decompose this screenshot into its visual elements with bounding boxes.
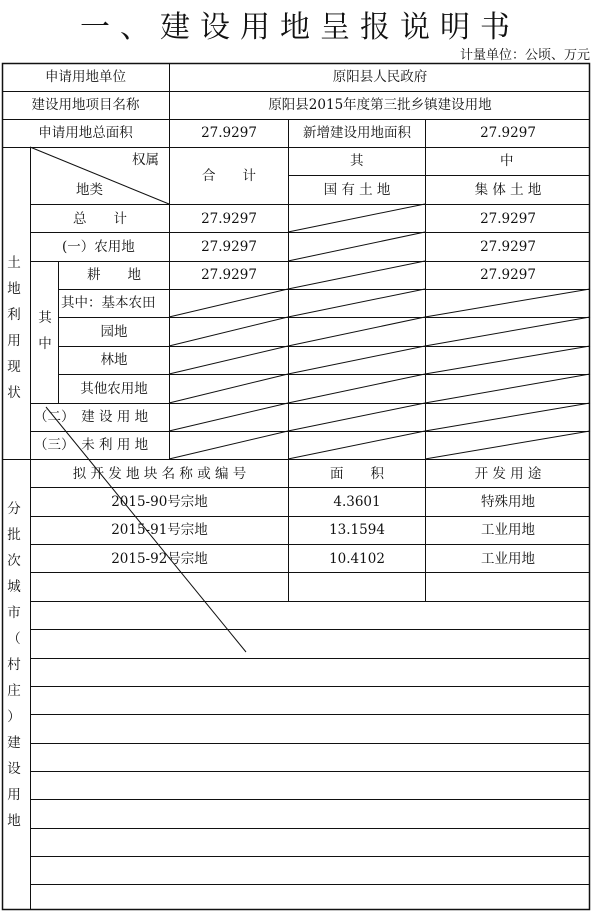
row-label: （三） 未 利 用 地 — [34, 437, 149, 453]
row-label: (一）农用地 — [62, 239, 135, 255]
new-area-label: 新增建设用地面积 — [303, 125, 411, 141]
row-label: 耕 地 — [87, 267, 141, 283]
row-total: 27.9297 — [201, 239, 257, 255]
parcel-name: 2015-92号宗地 — [111, 551, 208, 567]
col-qi: 其 — [350, 153, 364, 169]
row-label: 其他农用地 — [80, 381, 148, 397]
row-collective: 27.9297 — [480, 211, 536, 227]
project-label: 建设用地项目名称 — [31, 97, 140, 113]
parcel-name: 2015-90号宗地 — [111, 494, 208, 510]
parcel-name: 2015-91号宗地 — [111, 522, 208, 538]
row-total: 27.9297 — [201, 267, 257, 283]
page-title: 一、建设用地呈报说明书 — [80, 10, 520, 45]
land-status-side-label: 土 地 利 用 现 状 — [7, 255, 21, 401]
col-use: 开 发 用 途 — [474, 466, 542, 482]
row-label: 园地 — [100, 324, 128, 340]
applicant-label: 申请用地单位 — [45, 69, 126, 85]
batch-side-label: 分 批 次 城 市 （ 村 庄 ） 建 设 用 地 — [7, 501, 21, 829]
applicant-value: 原阳县人民政府 — [332, 69, 428, 85]
col-quanshu: 权属 — [132, 152, 159, 168]
qizhong-label: 其 中 — [38, 310, 52, 352]
col-state-owned: 国 有 土 地 — [323, 182, 391, 198]
parcel-use: 特殊用地 — [481, 494, 535, 510]
total-area-label: 申请用地总面积 — [38, 125, 133, 141]
row-label: 总 计 — [73, 211, 127, 227]
row-collective: 27.9297 — [480, 267, 536, 283]
col-dilei: 地类 — [76, 182, 103, 198]
row-collective: 27.9297 — [480, 239, 536, 255]
project-value: 原阳县2015年度第三批乡镇建设用地 — [268, 97, 492, 113]
parcel-use: 工业用地 — [481, 522, 535, 538]
row-total: 27.9297 — [201, 211, 257, 227]
parcel-use: 工业用地 — [481, 551, 535, 567]
col-parcel-name: 拟 开 发 地 块 名 称 或 编 号 — [72, 466, 247, 482]
col-total: 合 计 — [202, 168, 256, 184]
parcel-area: 4.3601 — [333, 494, 381, 510]
parcel-area: 13.1594 — [329, 522, 385, 538]
row-label: 其中：基本农田 — [61, 295, 156, 311]
unit-note: 计量单位：公顷、万元 — [459, 48, 590, 63]
row-label: （二） 建 设 用 地 — [34, 409, 149, 425]
col-zhong: 中 — [500, 153, 514, 169]
new-area-value: 27.9297 — [480, 125, 536, 141]
parcel-area: 10.4102 — [329, 551, 385, 567]
row-label: 林地 — [100, 352, 128, 368]
col-area: 面 积 — [330, 466, 384, 482]
total-area-value: 27.9297 — [201, 125, 257, 141]
col-collective: 集 体 土 地 — [474, 182, 542, 198]
